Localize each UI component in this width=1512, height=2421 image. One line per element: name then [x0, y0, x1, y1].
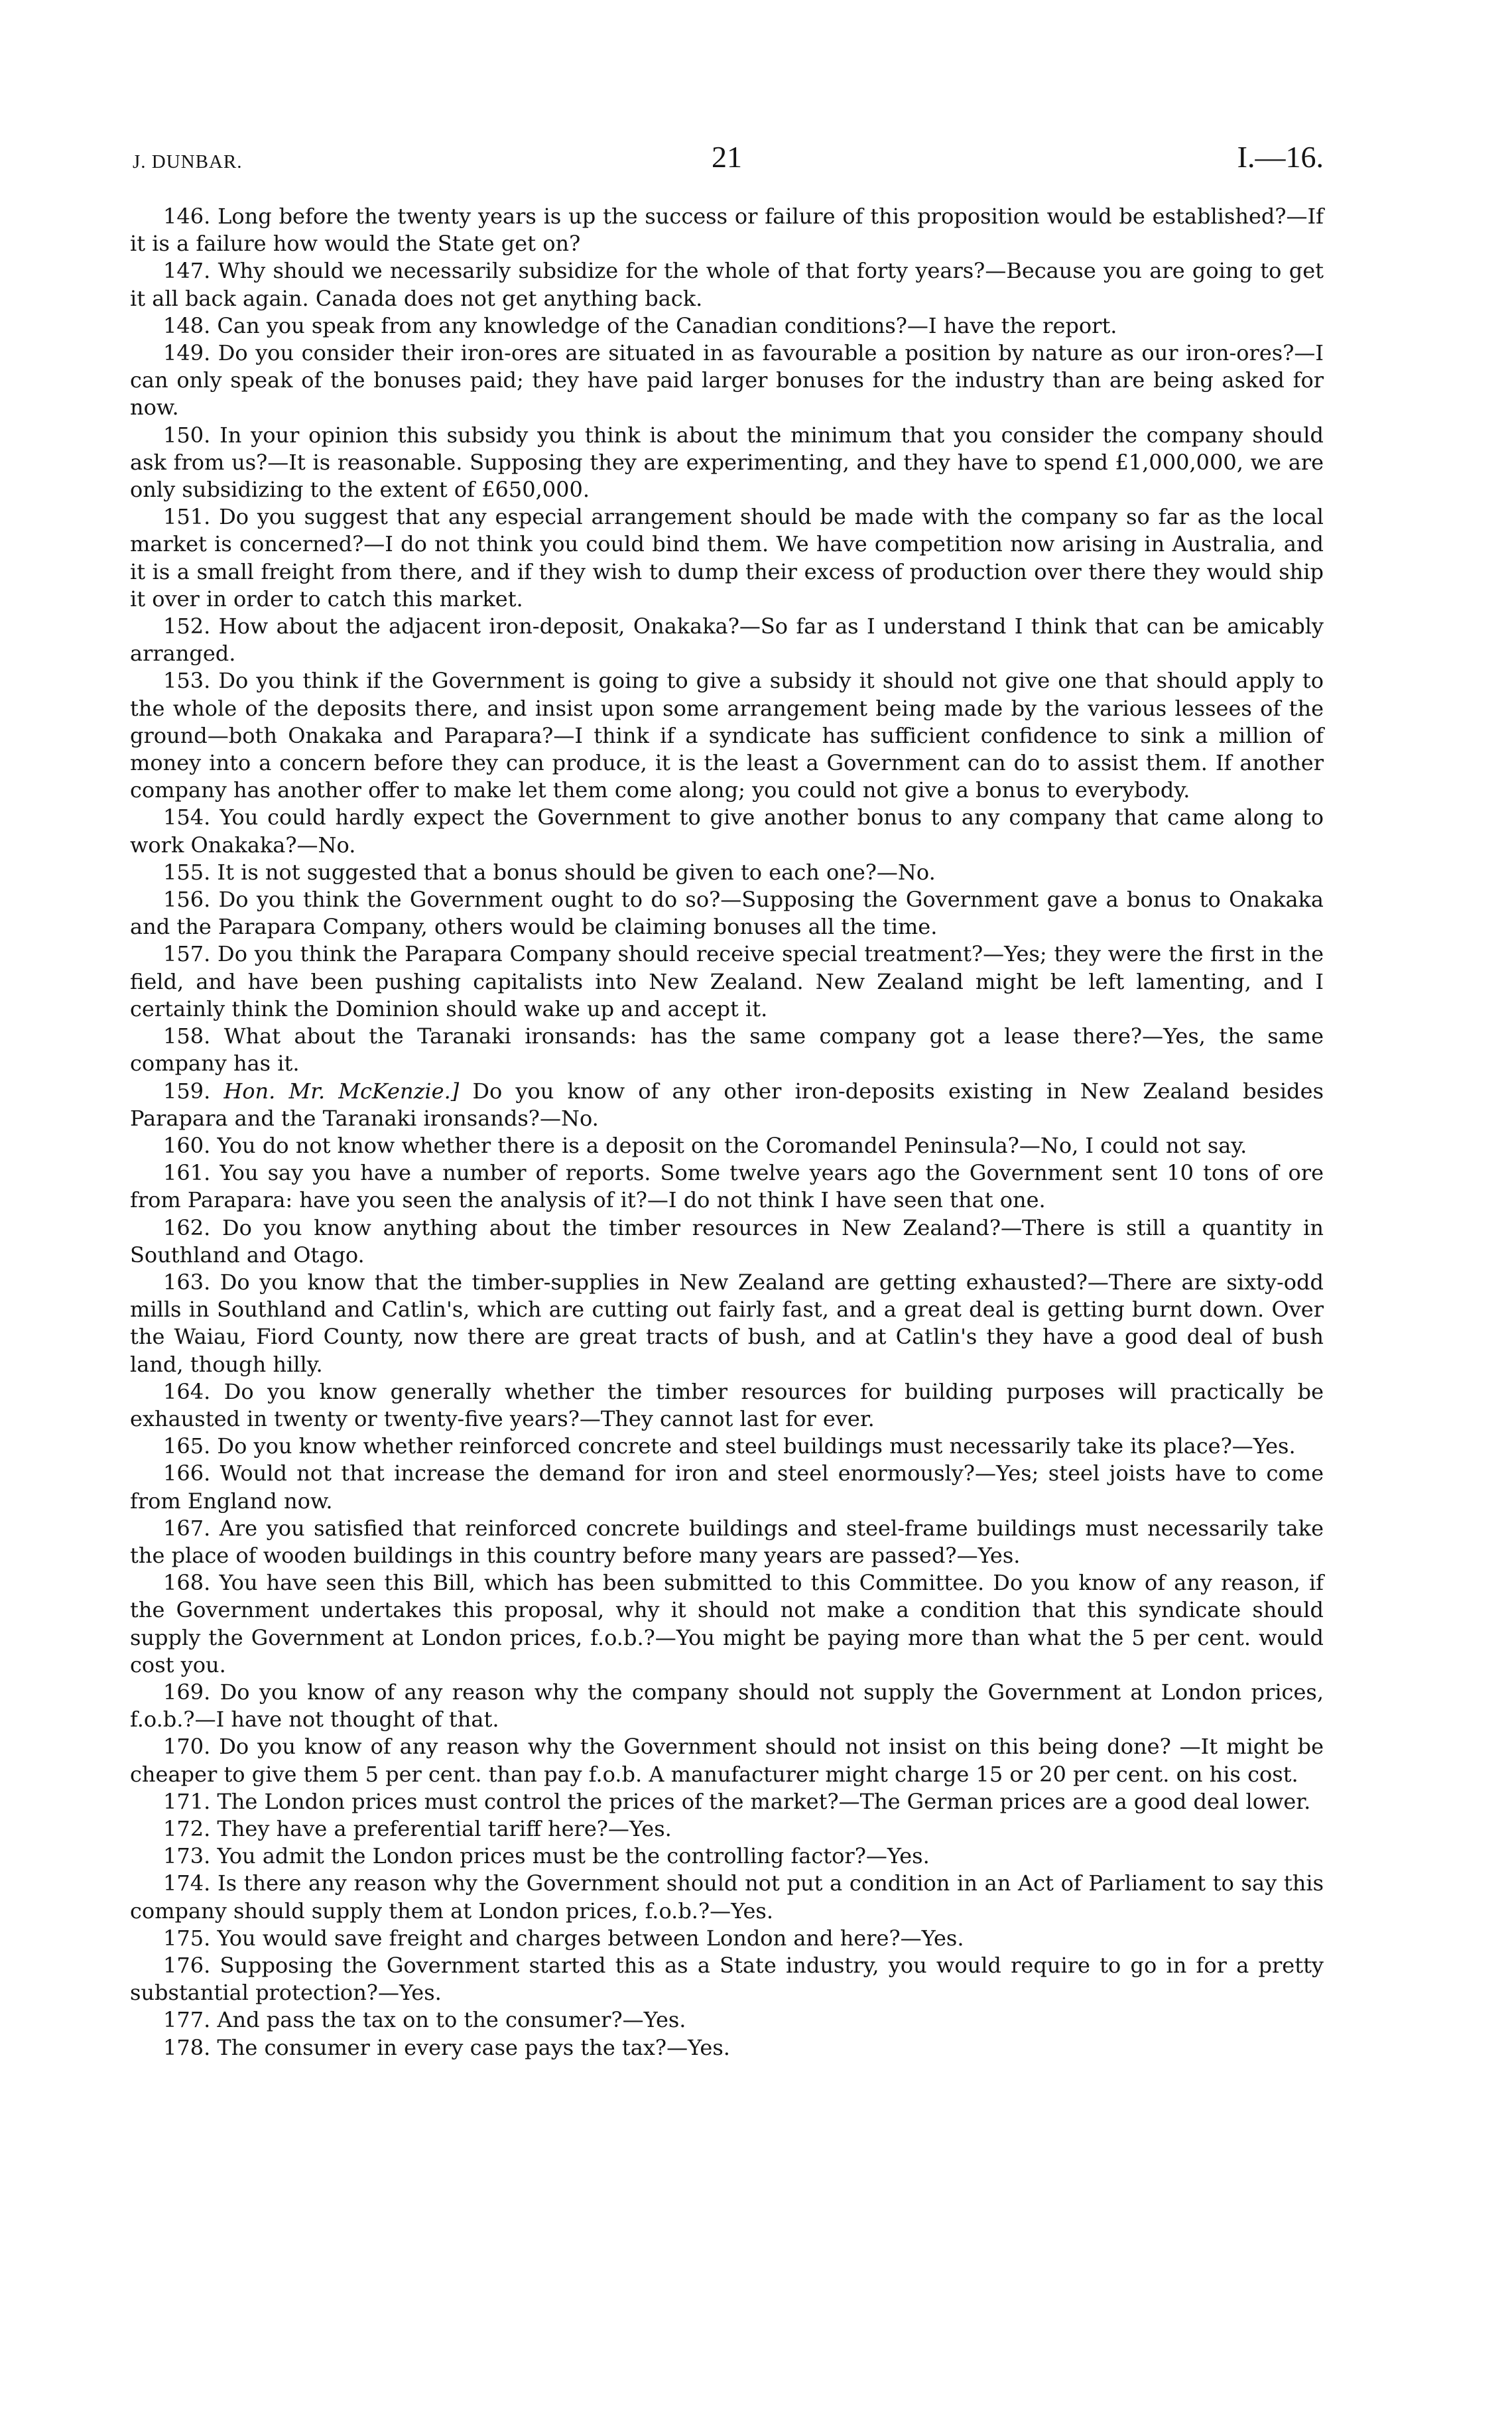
question-paragraph	[130, 804, 1324, 858]
question-text: They have a preferential tariff here?—Yes.	[217, 1815, 672, 1841]
question-text: Do you think the Parapara Company should receive special treatment?—Yes; they were the first in the field, and have been pushing capitalists into New Zealand. New Zealand might be left lamenting, and I certainly think the Dominion should wake up and accept it.	[130, 941, 1324, 1021]
question-text: You have seen this Bill, which has been submitted to this Committee. Do you know of any reason, if the Government undertakes this proposal, why it should not make a condition that this syndicate should supply the Government at London prices, f.o.b.?—You might be paying more than what the 5 per cent. would cost you.	[130, 1570, 1324, 1677]
question-number: 161.	[163, 1160, 211, 1186]
question-text: Do you know of any reason why the company should not supply the Government at London prices, f.o.b.?—I have not thought of that.	[130, 1679, 1324, 1733]
speaker-name: Hon. Mr. McKenzie.]	[223, 1078, 460, 1104]
question-text: Do you know anything about the timber resources in New Zealand?—There is still a quantity in Southland and Otago.	[130, 1214, 1324, 1268]
question-paragraph	[130, 1925, 1324, 1952]
question-text: Do you consider their iron-ores are situated in as favourable a position by nature as our iron-ores?—I can only speak of the bonuses paid; they have paid larger bonuses for the industry than are being asked for now.	[130, 340, 1324, 421]
question-text: You say you have a number of reports. Some twelve years ago the Government sent 10 tons of ore from Parapara: have you seen the analysis of it?—I do not think I have seen that one.	[130, 1160, 1324, 1213]
question-text: You could hardly expect the Government to give another bonus to any company that came along to work Onakaka?—No.	[130, 805, 1324, 858]
question-text: Why should we necessarily subsidize for the whole of that forty years?—Because you are going to get it all back again. Canada does not get anything back.	[130, 258, 1324, 311]
question-text: You would save freight and charges between London and here?—Yes.	[217, 1925, 964, 1951]
question-number: 156.	[163, 887, 211, 913]
question-text: You do not know whether there is a deposit on the Coromandel Peninsula?—No, I could not say.	[217, 1132, 1247, 1158]
question-paragraph	[130, 422, 1324, 504]
question-number: 151.	[163, 504, 211, 530]
question-number: 174.	[163, 1870, 211, 1896]
question-text: Do you think if the Government is going to give a subsidy it should not give one that should apply to the whole of the deposits there, and insist upon some arrangement being made by the various lessees of the ground—both Onakaka and Parapara?—I think if a syndicate has sufficient confidence to sink a million of money into a concern before they can produce, it is the least a Government can do to assist them. If another company has another offer to make let them come along; you could not give a bonus to everybody.	[130, 668, 1324, 803]
question-text: Can you speak from any knowledge of the Canadian conditions?—I have the report.	[217, 312, 1117, 338]
question-paragraph	[130, 340, 1324, 422]
question-number: 149.	[163, 340, 211, 366]
running-header	[130, 139, 1324, 186]
question-number: 166.	[163, 1461, 211, 1486]
question-number: 148.	[163, 312, 211, 338]
question-text: In your opinion this subsidy you think is about the minimum that you consider the company should ask from us?—It is reasonable. Supposing they are experimenting, and they have to spend £1,000,000, we are only subsidizing to the extent of £650,000.	[130, 422, 1324, 503]
question-paragraph	[130, 1159, 1324, 1214]
question-paragraph	[130, 1460, 1324, 1514]
witness-name: J. DUNBAR.	[133, 151, 243, 172]
question-number: 146.	[163, 204, 211, 229]
question-paragraph	[130, 1378, 1324, 1433]
question-number: 168.	[163, 1570, 211, 1596]
document-page	[130, 139, 1324, 2061]
question-paragraph	[130, 1679, 1324, 1733]
question-number: 158.	[163, 1023, 211, 1049]
question-text: Do you know of any reason why the Government should not insist on this being done? —It might be cheaper to give them 5 per cent. than pay f.o.b. A manufacturer might charge 15 or 20 per cent. on his cost.	[130, 1734, 1324, 1787]
question-number: 172.	[163, 1815, 211, 1841]
question-text: And pass the tax on to the consumer?—Yes.	[217, 2007, 686, 2033]
question-number: 153.	[163, 668, 211, 694]
question-text: Are you satisfied that reinforced concrete buildings and steel-frame buildings must necessarily take the place of wooden buildings in this country before many years are passed?—Yes.	[130, 1515, 1324, 1568]
question-number: 152.	[163, 614, 211, 639]
question-paragraph	[130, 1870, 1324, 1924]
question-paragraph	[130, 1815, 1324, 1843]
question-text: Do you know that the timber-supplies in New Zealand are getting exhausted?—There are sixty-odd mills in Southland and Catlin's, which are cutting out fairly fast, and a great deal is getting burnt down. Over the Waiau, Fiord County, now there are great tracts of bush, and at Catlin's they have a good deal of bush land, though hilly.	[130, 1269, 1324, 1377]
question-text: Supposing the Government started this as a State industry, you would require to go in for a pretty substantial protection?—Yes.	[130, 1953, 1324, 2006]
question-text: Do you know whether reinforced concrete and steel buildings must necessarily take its place?—Yes.	[217, 1433, 1296, 1459]
question-number: 164.	[163, 1378, 211, 1404]
question-number: 177.	[163, 2007, 211, 2033]
question-text: Do you suggest that any especial arrangement should be made with the company so far as the local market is concerned?—I do not think you could bind them. We have competition now arising in Australia, and it is a small freight from there, and if they wish to dump their excess of production over there they would ship it over in order to catch this market.	[130, 504, 1324, 612]
question-number: 155.	[163, 859, 211, 885]
question-number: 165.	[163, 1433, 211, 1459]
question-paragraph	[130, 2034, 1324, 2061]
question-number: 175.	[163, 1925, 211, 1951]
question-text: It is not suggested that a bonus should be given to each one?—No.	[217, 859, 936, 885]
question-text: The London prices must control the prices of the market?—The German prices are a good deal lower.	[217, 1788, 1311, 1814]
question-paragraph	[130, 1078, 1324, 1132]
question-number: 176.	[163, 1953, 211, 1978]
minutes-of-evidence	[130, 203, 1324, 2061]
question-number: 159.	[163, 1078, 211, 1104]
question-paragraph	[130, 1269, 1324, 1378]
question-paragraph	[130, 1023, 1324, 1077]
question-paragraph	[130, 1952, 1324, 2006]
question-text: Would not that increase the demand for iron and steel enormously?—Yes; steel joists have to come from England now.	[130, 1461, 1324, 1514]
question-number: 157.	[163, 941, 211, 967]
question-paragraph	[130, 2006, 1324, 2034]
question-paragraph	[130, 312, 1324, 340]
question-paragraph	[130, 1733, 1324, 1788]
question-paragraph	[130, 941, 1324, 1023]
question-paragraph	[130, 667, 1324, 804]
question-text: Is there any reason why the Government should not put a condition in an Act of Parliament to say this company should supply them at London prices, f.o.b.?—Yes.	[130, 1870, 1324, 1924]
question-paragraph	[130, 886, 1324, 941]
question-number: 173.	[163, 1843, 211, 1869]
question-paragraph	[130, 1843, 1324, 1870]
question-number: 150.	[163, 422, 211, 448]
question-text: Do you know generally whether the timber resources for building purposes will practically be exhausted in twenty or twenty-five years?—They cannot last for ever.	[130, 1378, 1324, 1431]
paper-reference: I.—16.	[1237, 140, 1324, 174]
question-paragraph	[130, 1515, 1324, 1569]
question-text: Long before the twenty years is up the success or failure of this proposition would be established?—If it is a failure how would the State get on?	[130, 204, 1324, 257]
question-paragraph	[130, 1433, 1324, 1460]
question-paragraph	[130, 613, 1324, 667]
question-number: 163.	[163, 1269, 211, 1295]
question-number: 170.	[163, 1734, 211, 1760]
question-number: 178.	[163, 2034, 211, 2060]
question-text: The consumer in every case pays the tax?—Yes.	[217, 2034, 730, 2060]
question-number: 169.	[163, 1679, 211, 1705]
question-text: Do you think the Government ought to do so?—Supposing the Government gave a bonus to Onakaka and the Parapara Company, others would be claiming bonuses all the time.	[130, 887, 1324, 940]
page-number: 21	[712, 140, 742, 174]
question-paragraph	[130, 257, 1324, 312]
question-number: 171.	[163, 1788, 211, 1814]
question-paragraph	[130, 1214, 1324, 1269]
question-text: What about the Taranaki ironsands: has the same company got a lease there?—Yes, the same company has it.	[130, 1023, 1324, 1077]
question-paragraph	[130, 1569, 1324, 1679]
question-number: 147.	[163, 258, 211, 284]
question-number: 162.	[163, 1214, 211, 1240]
question-paragraph	[130, 1132, 1324, 1159]
question-number: 167.	[163, 1515, 211, 1541]
question-text: Do you know of any other iron-deposits existing in New Zealand besides Parapara and the Taranaki ironsands?—No.	[130, 1078, 1324, 1131]
question-paragraph	[130, 203, 1324, 257]
question-text: You admit the London prices must be the controlling factor?—Yes.	[217, 1843, 930, 1869]
question-paragraph	[130, 1788, 1324, 1815]
question-text: How about the adjacent iron-deposit, Onakaka?—So far as I understand I think that can be amicably arranged.	[130, 614, 1324, 667]
question-number: 160.	[163, 1132, 211, 1158]
question-paragraph	[130, 859, 1324, 886]
question-number: 154.	[163, 805, 211, 830]
question-paragraph	[130, 503, 1324, 613]
